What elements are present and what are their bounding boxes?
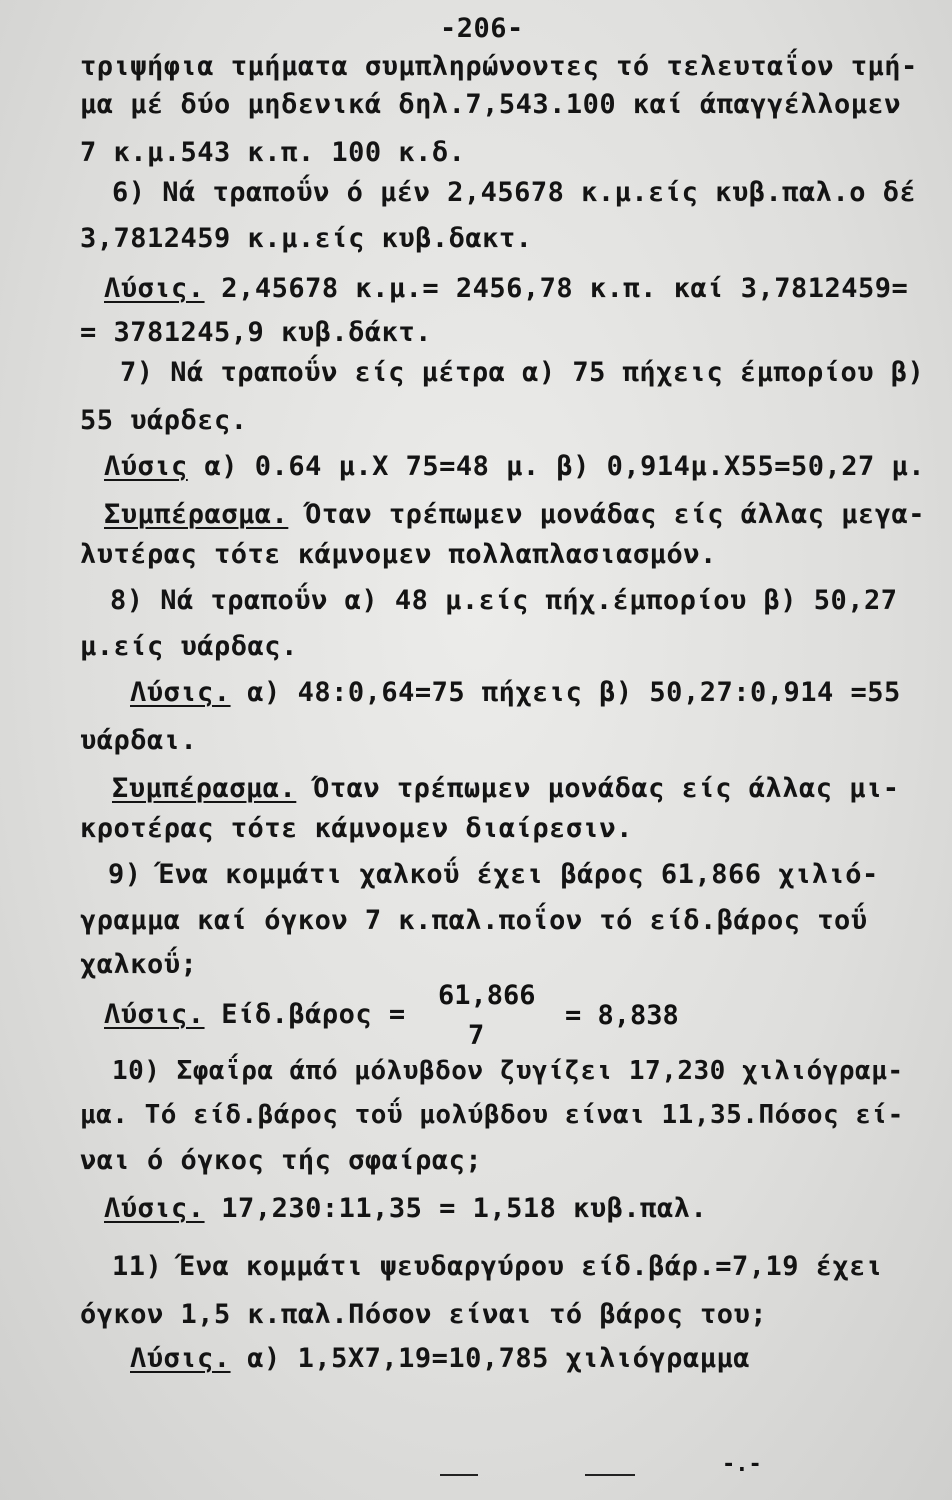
text-line (112, 1054, 904, 1088)
line-label: Λύσις (104, 451, 188, 482)
line-text: α) 48:0,64=75 πήχεις β) 50,27:0,914 =55 (230, 677, 901, 708)
line-text: Είδ.βάρος = (204, 999, 406, 1030)
text-line (120, 356, 924, 390)
text-line (108, 858, 879, 892)
line-text: 7 κ.μ.543 κ.π. 100 κ.δ. (80, 137, 466, 168)
text-line (112, 1250, 883, 1284)
text-line (80, 404, 248, 438)
line-text: 17,230:11,35 = 1,518 κυβ.παλ. (204, 1193, 708, 1224)
text-line (80, 1298, 767, 1332)
line-label: Λύσις. (130, 1343, 231, 1374)
text-line (80, 1098, 904, 1132)
line-text: τριψήφια τμήματα συμπληρώνοντες τό τελευταΐον τμή- (80, 51, 918, 82)
fraction-result: = 8,838 (565, 1000, 679, 1031)
line-text: όγκον 1,5 κ.παλ.Πόσον είναι τό βάρος του; (80, 1299, 767, 1330)
line-text: μα μέ δύο μηδενικά δηλ.7,543.100 καί άπαγγέλλομεν (80, 89, 902, 120)
text-line (80, 948, 197, 982)
footer-dash (440, 1474, 478, 1476)
text-line (104, 272, 908, 306)
text-line (112, 772, 900, 806)
line-text: μ.είς υάρδας. (80, 631, 298, 662)
line-label: Συμπέρασμα. (104, 499, 289, 530)
line-text: Όταν τρέπωμεν μονάδας είς άλλας μεγα- (288, 499, 926, 530)
line-text: 11) Ένα κομμάτι ψευδαργύρου είδ.βάρ.=7,19 έχει (112, 1251, 883, 1282)
text-line (80, 724, 197, 758)
line-text: 6) Νά τραποΰν ό μέν 2,45678 κ.μ.είς κυβ.παλ.ο δέ (112, 177, 917, 208)
text-line (80, 630, 298, 664)
fraction-denominator: 7 (468, 1020, 485, 1051)
line-text: 3,7812459 κ.μ.είς κυβ.δακτ. (80, 223, 533, 254)
line-text: 9) Ένα κομμάτι χαλκοΰ έχει βάρος 61,866 χιλιό- (108, 859, 879, 890)
line-text: λυτέρας τότε κάμνομεν πολλαπλασιασμόν. (80, 539, 717, 570)
text-line (80, 538, 717, 572)
page-number: -206- (440, 13, 524, 44)
line-text: Όταν τρέπωμεν μονάδας είς άλλας μι- (296, 773, 900, 804)
line-label: Λύσις. (104, 1193, 205, 1224)
line-text: 8) Νά τραποΰν α) 48 μ.είς πήχ.έμπορίου β) 50,27 (110, 585, 898, 616)
text-line (80, 50, 918, 84)
text-line (130, 1342, 750, 1376)
text-line (104, 1192, 707, 1226)
line-text: 2,45678 κ.μ.= 2456,78 κ.π. καί 3,7812459= (204, 273, 909, 304)
line-text: ναι ό όγκος τής σφαίρας; (80, 1145, 483, 1176)
text-line (80, 316, 432, 350)
line-text: χαλκοΰ; (80, 949, 198, 980)
line-label: Συμπέρασμα. (112, 773, 297, 804)
line-text: γραμμα καί όγκον 7 κ.παλ.ποΐον τό είδ.βάρος τοΰ (80, 905, 868, 936)
text-line (104, 498, 925, 532)
line-text: α) 1,5Χ7,19=10,785 χιλιόγραμμα (230, 1343, 750, 1374)
text-line (110, 584, 898, 618)
footer-dash (585, 1474, 635, 1476)
line-text: κροτέρας τότε κάμνομεν διαίρεσιν. (80, 813, 633, 844)
line-text: α) 0.64 μ.Χ 75=48 μ. β) 0,914μ.Χ55=50,27 μ. (187, 451, 926, 482)
line-label: Λύσις. (104, 273, 205, 304)
line-text: 7) Νά τραποΰν είς μέτρα α) 75 πήχεις έμπορίου β) (120, 357, 925, 388)
text-line (80, 904, 868, 938)
text-line (80, 136, 465, 170)
text-line (104, 998, 406, 1032)
line-label: Λύσις. (130, 677, 231, 708)
text-line (80, 1144, 482, 1178)
text-line (130, 676, 901, 710)
line-text: = 3781245,9 κυβ.δάκτ. (80, 317, 432, 348)
line-text: 55 υάρδες. (80, 405, 248, 436)
text-line (104, 450, 925, 484)
line-label: Λύσις. (104, 999, 205, 1030)
fraction-numerator: 61,866 (438, 980, 536, 1011)
line-text: μα. Τό είδ.βάρος τοΰ μολύβδου είναι 11,35.Πόσος εί- (80, 1100, 904, 1130)
text-line (80, 222, 532, 256)
line-text: υάρδαι. (80, 725, 198, 756)
text-line (80, 88, 901, 122)
footer-mark: -.- (722, 1452, 762, 1477)
text-line (80, 812, 633, 846)
text-line (112, 176, 916, 210)
line-text: 10) Σφαΐρα άπό μόλυβδον ζυγίζει 17,230 χιλιόγραμ- (112, 1056, 904, 1086)
